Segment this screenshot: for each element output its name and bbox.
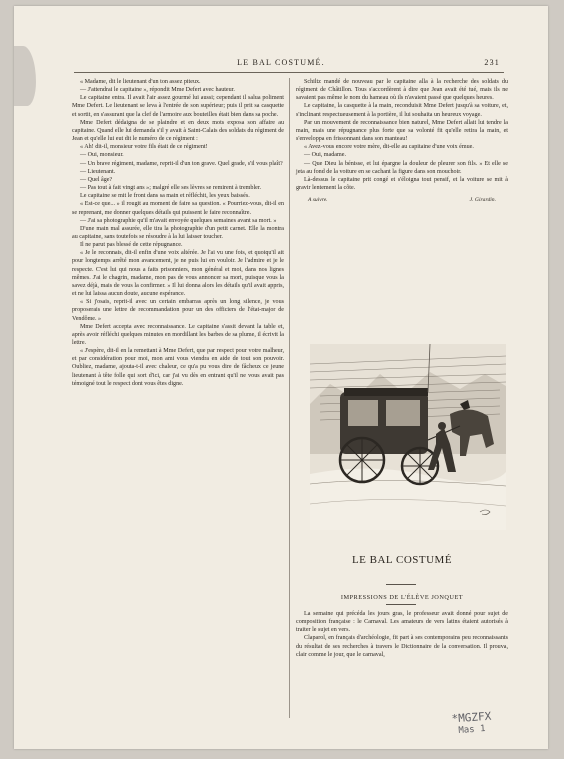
paragraph: « Ah! dit-il, monsieur votre fils était de ce régiment! <box>80 144 208 151</box>
paragraph: — J'attendrai le capitaine », répondit Mme Defert avec hauteur. <box>80 87 235 94</box>
left-column <box>72 78 284 388</box>
paragraph: Le capitaine, la casquette à la main, reconduisit Mme Defert jusqu'à sa voiture, et, s'inclinant respectueusement à la portière, il lui souhaita un heureux voyage. <box>296 103 508 118</box>
paragraph: Claparol, en français d'archéologie, fit part à ses contemporains peu reconnaissants du résultat de ses recherches à travers le Dictionnaire de la conversation. Il prouva, clair comme le jour, que le carnaval, <box>296 635 508 658</box>
section-title: LE BAL COSTUMÉ <box>351 554 453 566</box>
right-column <box>296 78 508 204</box>
paragraph: — Oui, monsieur. <box>80 152 124 159</box>
pencil-annotation <box>451 711 492 738</box>
paragraph: Mme Defert accepta avec reconnaissance. Le capitaine s'assit devant la table et, après avoir réfléchi quelques minutes en mordillant les barbes de sa plume, il écrivit la lettre. <box>72 323 284 346</box>
annotation-note: Mas 1 <box>458 724 486 736</box>
paragraph: Par un mouvement de reconnaissance bien naturel, Mme Defert allait lui tendre la main, mais une répugnance plus forte que sa volonté fit qu'elle retira la main, et s'enveloppa en frissonnant dans son manteau! <box>296 119 508 143</box>
running-title: LE BAL COSTUMÉ. <box>237 58 325 67</box>
annotation-shelfmark: *MGZFX <box>451 709 492 726</box>
running-header <box>14 58 548 72</box>
author-name: J. Girardin. <box>469 197 496 204</box>
section-body <box>296 610 508 659</box>
paragraph: La semaine qui précéda les jours gras, le professeur avait donné pour sujet de composition française : le Carnaval. Les amateurs de vers latins étaient autorisés à traiter le sujet en vers. <box>296 611 508 634</box>
paragraph: « Avez-vous encore votre mère, dit-elle au capitaine d'une voix émue. <box>304 144 474 151</box>
signature-line <box>296 196 508 204</box>
header-rule <box>74 72 504 73</box>
paragraph: — Que Dieu la bénisse, et lui épargne la douleur de pleurer son fils. » Et elle se jeta au fond de la voiture en se cachant la figure dans son mouchoir. <box>296 160 508 175</box>
paragraph: — Lieutenant. <box>80 168 116 175</box>
paragraph: « Si j'osais, reprit-il avec un certain embarras après un long silence, je vous proposerais une lettre de recommandation pour un des officiers de l'état-major de Vendôme. » <box>72 299 284 322</box>
magazine-page <box>14 6 548 749</box>
paragraph: Là-dessus le capitaine prit congé et s'éloigna tout pensif, et la voiture se mit à gravir lentement la côte. <box>296 176 508 192</box>
column-divider <box>289 78 290 718</box>
paragraph: — Oui, madame. <box>304 152 346 159</box>
section-subtitle: IMPRESSIONS DE L'ÉLÈVE JONQUET <box>340 594 464 601</box>
to-be-continued: A suivre. <box>308 197 328 204</box>
paragraph: — J'ai sa photographie qu'il m'avait envoyée quelques semaines avant sa mort. » <box>80 217 277 224</box>
paragraph: — Pas tout à fait vingt ans »; malgré elle ses lèvres se remirent à trembler. <box>80 185 262 192</box>
paragraph: « Je le reconnais, dit-il enfin d'une voix altérée. Je l'ai vu une fois, et quoiqu'il ait pour longtemps arrêté mon avancement, je ne puis lui en vouloir. Je l'admire et je le respecte. C'est lui qui nous a faits prisonniers, mon général et moi, dans nos lignes mêmes. J'ai le chagrin, madame, mon pas de vous annoncer sa mort, puisque vous la savez déjà, mais de vous la confirmer. » Il lui donna alors les détails qu'il avait appris, et ne lui laissa aucun doute, aucune espérance. <box>72 250 284 298</box>
paragraph: « Madame, dit le lieutenant d'un ton assez piteux. <box>80 79 201 85</box>
page-number: 231 <box>484 58 500 67</box>
paragraph: Il ne parut pas blessé de cette répugnance. <box>80 242 183 249</box>
paragraph: Le capitaine se mit le front dans sa main et réfléchit, les yeux baissés. <box>80 193 250 200</box>
paragraph: « J'espère, dit-il en la remettant à Mme Defert, que par respect pour votre malheur, et par considération pour moi, mon ami vous viendra en aide de tout son pouvoir. Oubliez, madame, ajouta-t-il avec chaleur, ce qu'a pu vous dire de fâcheux ce jeune lieutenant à tête folle qui sort d'ici, car j'ai vu dès en entrant qu'il ne vous avait pas témoigné tout le respect dont vous êtes digne. <box>72 348 284 387</box>
paragraph: Schiltz mandé de nouveau par le capitaine alla à la recherche des soldats du régiment de Châtillon. Tous s'accordèrent à dire que Jean avait été tué, mais ils ne savaient pas même le nom du hameau où ils n'avaient passé que quelques heures. <box>296 79 508 102</box>
paragraph: — Un brave régiment, madame, reprit-il d'un ton grave. Quel grade, s'il vous plaît? <box>80 160 283 167</box>
torn-edge <box>14 46 36 106</box>
paragraph: Le capitaine entra. Il avait l'air assez gourmé lui aussi; cependant il salua poliment Mme Defert. Le lieutenant se leva à l'entrée de son supérieur; puis il prit sa casquette et sortit, en s'assurant que la clef de l'armoire aux bouteilles était bien dans sa poche. <box>72 95 284 118</box>
paragraph: « Est-ce que... » il rougit au moment de faire sa question. « Pourriez-vous, dit-il en se reprenant, me donner quelques détails qui puissent le faire reconnaître. <box>72 201 284 216</box>
title-rule <box>386 584 416 585</box>
paragraph: — Quel âge? <box>80 176 113 183</box>
subtitle-rule <box>386 604 416 605</box>
carriage-illustration <box>310 344 506 530</box>
paragraph: Mme Defert dédaigna de se plaindre et en deux mots exposa son affaire au capitaine. Quand elle lui demanda s'il y avait à Saint-Calais des soldats du régiment de Jean et qu'elle lui eut dit le numéro de ce régiment : <box>72 119 284 143</box>
paragraph: D'une main mal assurée, elle tira la photographie d'un petit carnet. Elle la montra au capitaine, sans toutefois se résoudre à la lui laisser toucher. <box>72 225 284 240</box>
